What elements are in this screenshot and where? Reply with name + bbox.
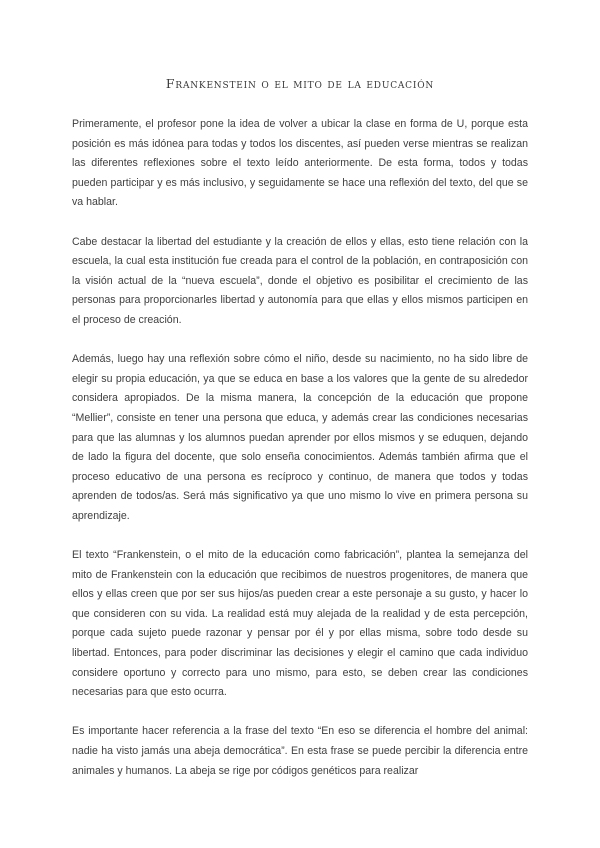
paragraph-2: Cabe destacar la libertad del estudiante y la creación de ellos y ellas, esto tiene relación con la escuela, la cual esta institución fue creada para el control de la población, en contraposición con la visión actual de la “nueva escuela”, donde el objetivo es posibilitar el crecimiento de las personas para proporcionarles libertad y autonomía para que ellas y ellos mismos participen en el proceso de creación. (72, 235, 528, 326)
paragraph-3: Además, luego hay una reflexión sobre cómo el niño, desde su nacimiento, no ha sido libre de elegir su propia educación, ya que se educa en base a los valores que la gente de su alrededor considera apropiados. De la misma manera, la concepción de la educación que propone “Mellier”, consiste en tener una persona que educa, y además crear las condiciones necesarias para que las alumnas y los alumnos puedan aprender por ellos mismos y se eduquen, dejando de lado la figura del docente, que solo enseña conocimientos. Además también afirma que el proceso educativo de una persona es recíproco y continuo, de manera que todos y todas aprenden de todos/as. Será más significativo ya que uno mismo lo vive en primera persona su aprendizaje. (72, 353, 528, 522)
paragraph-1: Primeramente, el profesor pone la idea de volver a ubicar la clase en forma de U, porque esta posición es más idónea para todas y todos los discentes, así pueden verse mientras se realizan las diferentes reflexiones sobre el texto leído anteriormente. De esta forma, todos y todas pueden participar y es más inclusivo, y seguidamente se hace una reflexión del texto, del que se va hablar. (72, 118, 528, 209)
paragraph-5: Es importante hacer referencia a la frase del texto “En eso se diferencia el hombre del animal: nadie ha visto jamás una abeja democrática”. En esta frase se puede percibir la diferencia entre animales y humanos. La abeja se rige por códigos genéticos para realizar (72, 725, 528, 777)
paragraph-4: El texto “Frankenstein, o el mito de la educación como fabricación”, plantea la semejanza del mito de Frankenstein con la educación que recibimos de nuestros progenitores, de manera que ellos y ellas creen que por ser sus hijos/as pueden crear a este personaje a su gusto, y hacer lo que consideren con su vida. La realidad está muy alejada de la realidad y de esta percepción, porque cada sujeto puede razonar y pensar por él y por ellas misma, sobre todo desde su libertad. Entonces, para poder discriminar las decisiones y elegir el camino que cada individuo considere oportuno y correcto para uno mismo, para esto, se deben crear las condiciones necesarias para que esto ocurra. (72, 549, 528, 699)
document-title: Frankenstein o el mito de la educación (165, 76, 435, 91)
document-body (72, 115, 528, 801)
